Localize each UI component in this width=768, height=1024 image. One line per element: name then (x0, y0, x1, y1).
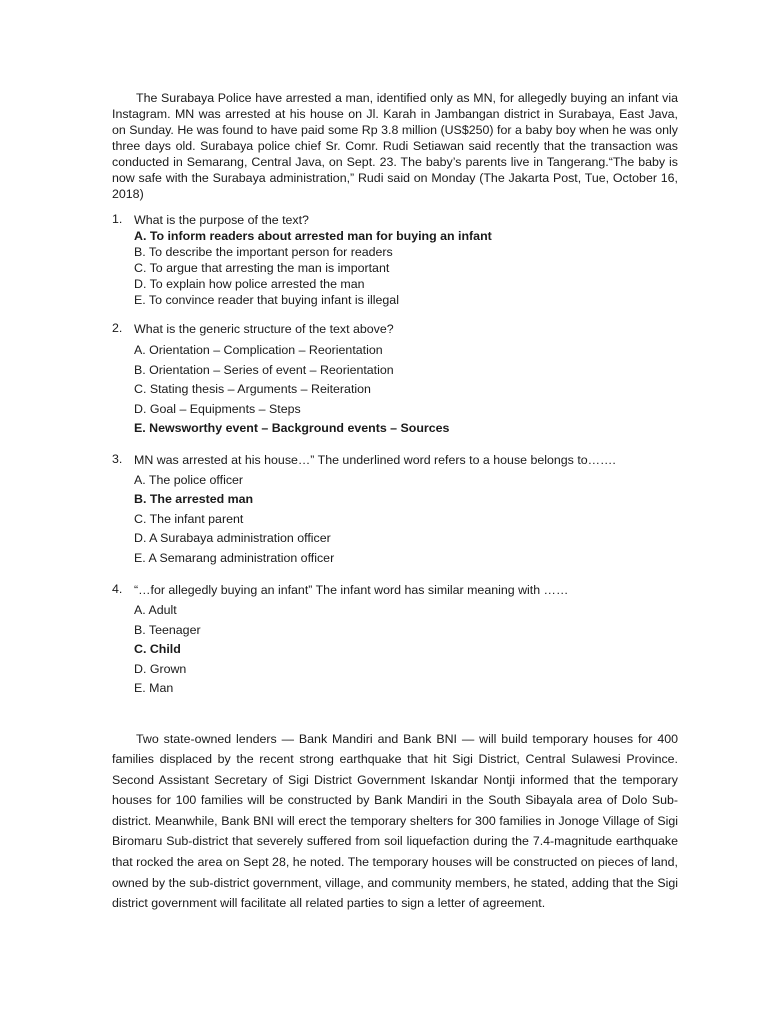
reading-passage-2: Two state-owned lenders — Bank Mandiri and Bank BNI — will build temporary houses for 400 families displaced by the recent strong earthquake that hit Sigi District, Central Sulawesi Province. Second Assistant Secretary of Sigi District Government Iskandar Nontji informed that the temporary houses for 100 families will be constructed by Bank Mandiri in the South Sibayala area of Dolo Sub-district. Meanwhile, Bank BNI will erect the temporary shelters for 300 families in Jonoge Village of Sigi Biromaru Sub-district that severely suffered from soil liquefaction during the 7.4-magnitude earthquake that rocked the area on Sept 28, he noted. The temporary houses will be constructed on pieces of land, owned by the sub-district government, village, and community members, he stated, adding that the Sigi district government will facilitate all related parties to sign a letter of agreement. (112, 731, 678, 911)
option-e: E. A Semarang administration officer (134, 550, 335, 565)
reading-passage-1: The Surabaya Police have arrested a man, identified only as MN, for allegedly buying an infant via Instagram. MN was arrested at his house on Jl. Karah in Jambangan district in Surabaya, East Java, on Sunday. He was found to have paid some Rp 3.8 million (US$250) for a baby boy when he was only three days old. Surabaya police chief Sr. Comr. Rudi Setiawan said recently that the transaction was conducted in Semarang, Central Java, on Sept. 23. The baby’s parents live in Tangerang.“The baby is now safe with the Surabaya administration,” Rudi said on Monday (The Jakarta Post, Tue, October 16, 2018) (112, 91, 678, 201)
question-text: MN was arrested at his house…” The underlined word refers to a house belongs to……. (134, 452, 616, 467)
question-text: “…for allegedly buying an infant” The infant word has similar meaning with …… (134, 583, 569, 597)
option-a: A. The police officer (134, 472, 244, 487)
question-4 (112, 582, 678, 699)
option-c-correct: C. Child (134, 642, 181, 656)
question-number: 2. (112, 321, 123, 335)
option-c: C. Stating thesis – Arguments – Reiteration (134, 382, 371, 396)
option-e: E. To convince reader that buying infant is illegal (134, 293, 399, 307)
question-number: 1. (112, 212, 123, 226)
option-b: B. Orientation – Series of event – Reorientation (134, 362, 394, 377)
question-text: What is the generic structure of the text above? (134, 322, 394, 336)
question-3 (112, 452, 678, 569)
answer-options (134, 601, 678, 699)
option-d: D. Goal – Equipments – Steps (134, 401, 301, 416)
option-b-correct: B. The arrested man (134, 492, 254, 506)
option-c: C. The infant parent (134, 511, 244, 526)
option-e-correct: E. Newsworthy event – Background events – Sources (134, 421, 450, 435)
option-d: D. Grown (134, 661, 187, 676)
question-2 (112, 321, 678, 439)
option-c: C. To argue that arresting the man is important (134, 261, 390, 275)
option-a: A. Adult (134, 603, 177, 617)
question-1 (112, 212, 678, 308)
option-e: E. Man (134, 681, 174, 695)
option-d: D. To explain how police arrested the man (134, 277, 365, 291)
option-a: A. Orientation – Complication – Reorientation (134, 343, 383, 357)
option-a-correct: A. To inform readers about arrested man for buying an infant (134, 229, 492, 243)
option-b: B. Teenager (134, 622, 201, 637)
answer-options (134, 228, 678, 308)
option-b: B. To describe the important person for readers (134, 245, 393, 259)
question-number: 4. (112, 582, 123, 596)
document-page (112, 90, 678, 914)
answer-options (134, 471, 678, 569)
option-d: D. A Surabaya administration officer (134, 531, 331, 545)
question-number: 3. (112, 451, 123, 466)
question-text: What is the purpose of the text? (134, 213, 309, 227)
answer-options (134, 341, 678, 439)
